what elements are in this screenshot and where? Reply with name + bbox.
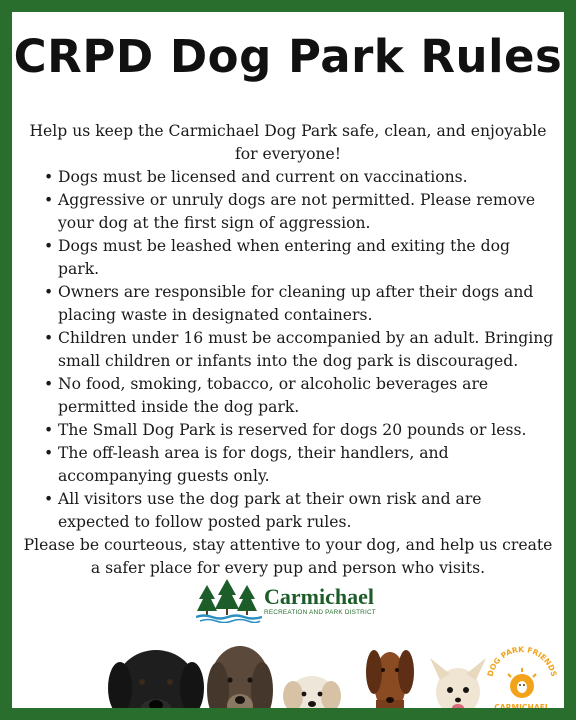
dog-sun-icon bbox=[508, 668, 536, 698]
logo-text bbox=[264, 583, 376, 616]
page-title: CRPD Dog Park Rules bbox=[13, 30, 563, 83]
chihuahua-image bbox=[430, 658, 486, 718]
black-labrador-image bbox=[108, 650, 204, 720]
shaggy-dog-image bbox=[207, 646, 273, 720]
rules-list bbox=[20, 166, 556, 534]
dog-photos-strip bbox=[12, 628, 564, 720]
logo-subtitle: RECREATION AND PARK DISTRICT bbox=[264, 608, 376, 616]
pine-trees-icon bbox=[196, 579, 262, 623]
rule-item: • Owners are responsible for cleaning up after their dogs and placing waste in designated containers. bbox=[44, 281, 556, 327]
dog-park-friends-badge bbox=[484, 640, 560, 716]
logo-name: Carmichael bbox=[264, 583, 374, 609]
rule-item: • All visitors use the dog park at their own risk and are expected to follow posted park rules. bbox=[44, 488, 556, 534]
rule-item: • Aggressive or unruly dogs are not permitted. Please remove your dog at the first sign of aggression. bbox=[44, 189, 556, 235]
rule-item: • The Small Dog Park is reserved for dogs 20 pounds or less. bbox=[44, 419, 556, 442]
rule-item: • No food, smoking, tobacco, or alcoholic beverages are permitted inside the dog park. bbox=[44, 373, 556, 419]
rule-item: • Dogs must be licensed and current on vaccinations. bbox=[44, 166, 556, 189]
rules-content bbox=[20, 120, 556, 580]
rule-item: • The off-leash area is for dogs, their handlers, and accompanying guests only. bbox=[44, 442, 556, 488]
rule-item: • Dogs must be leashed when entering and exiting the dog park. bbox=[44, 235, 556, 281]
carmichael-logo bbox=[196, 578, 388, 624]
svg-text:DOG PARK FRIENDS bbox=[486, 645, 559, 678]
white-fluffy-dog-image bbox=[283, 676, 341, 720]
badge-top-text: DOG PARK FRIENDS bbox=[485, 644, 559, 678]
rule-item: • Children under 16 must be accompanied by an adult. Bringing small children or infants into the dog park is discouraged. bbox=[44, 327, 556, 373]
closing-text: Please be courteous, stay attentive to your dog, and help us create a safer place for every pup and person who visits. bbox=[23, 536, 553, 577]
hound-dog-image bbox=[366, 650, 414, 720]
intro-text: Help us keep the Carmichael Dog Park safe, clean, and enjoyable for everyone! bbox=[29, 122, 547, 163]
badge-bottom-text: CARMICHAEL bbox=[494, 703, 550, 712]
